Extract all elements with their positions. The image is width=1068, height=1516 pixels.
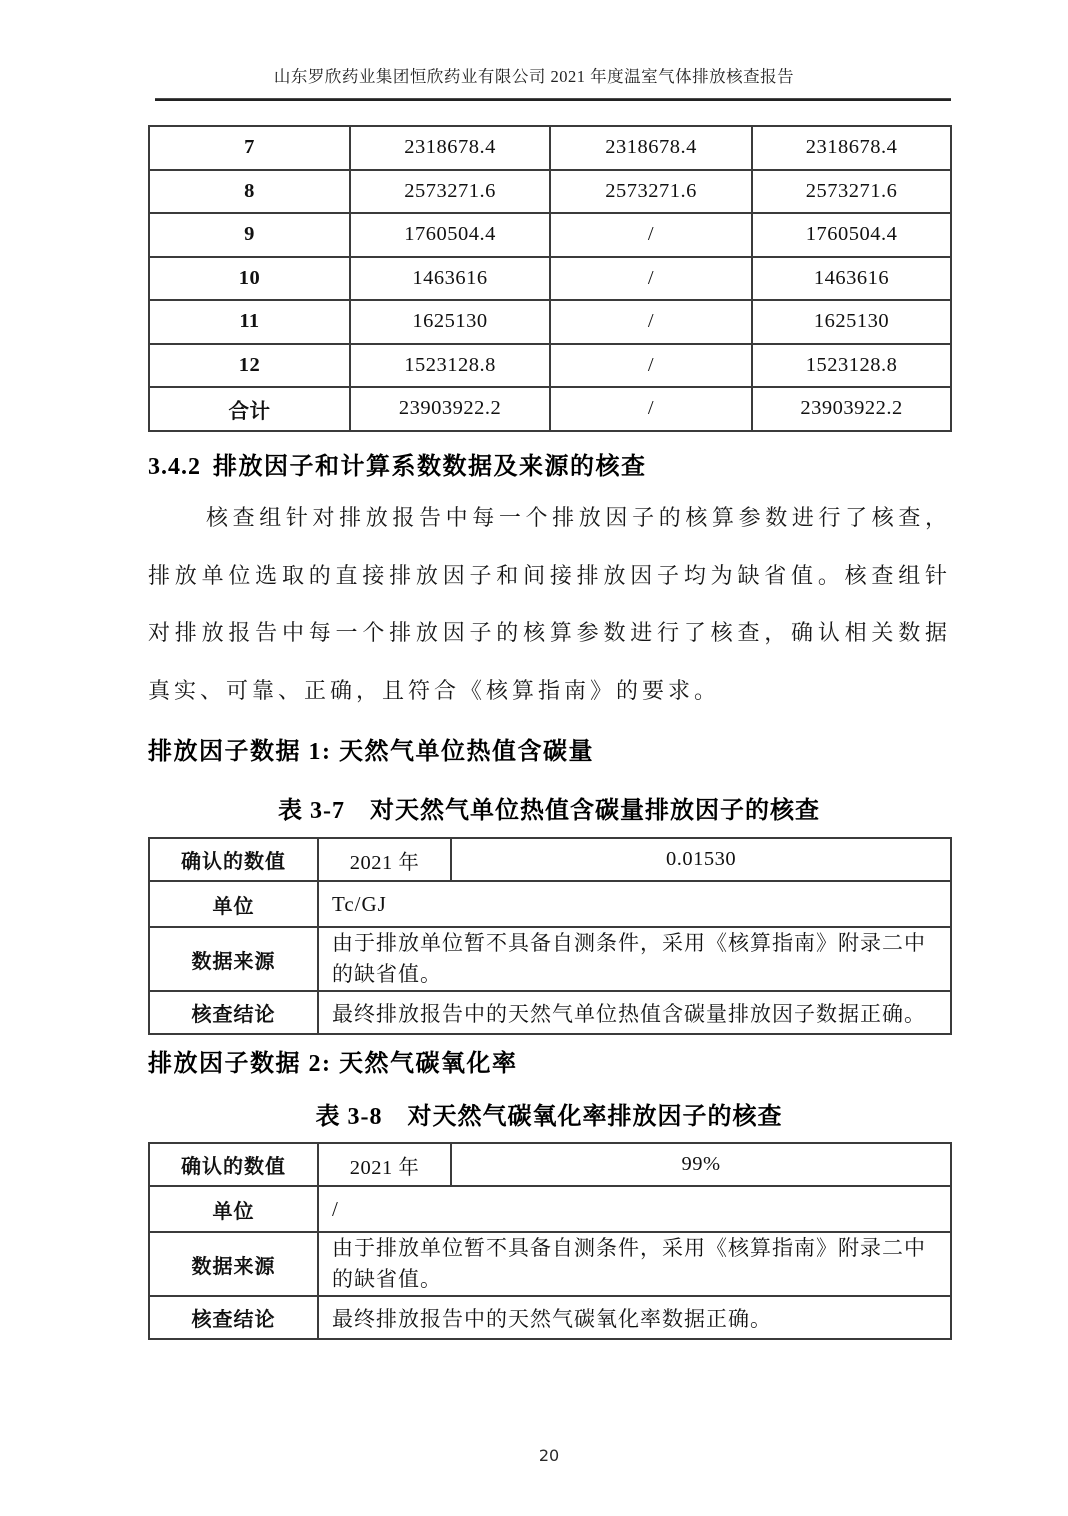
table-cell: 12	[149, 344, 350, 388]
monthly-fuel-data-table	[148, 125, 952, 432]
table-row	[149, 1296, 951, 1339]
data-source-line: 的缺省值。	[332, 1267, 442, 1291]
table-row	[149, 881, 951, 927]
conclusion-label: 核查结论	[149, 1296, 318, 1339]
confirmed-value-label: 确认的数值	[149, 838, 318, 881]
table-cell: /	[550, 344, 752, 388]
table-row	[149, 838, 951, 881]
confirmed-value-label: 确认的数值	[149, 1143, 318, 1186]
table-cell: /	[550, 257, 752, 301]
paragraph-line: 核查组针对排放报告中每一个排放因子的核算参数进行了核查，	[206, 505, 951, 530]
unit-cell: /	[318, 1186, 951, 1232]
table-row	[149, 257, 951, 301]
section-title: 排放因子和计算系数数据及来源的核查	[213, 454, 647, 480]
table-cell: 11	[149, 300, 350, 344]
table-row	[149, 170, 951, 214]
table-row	[149, 927, 951, 991]
table-cell: 2573271.6	[752, 170, 951, 214]
paragraph-line: 排放单位选取的直接排放因子和间接排放因子均为缺省值。核查组针	[148, 562, 951, 588]
conclusion-cell: 最终排放报告中的天然气单位热值含碳量排放因子数据正确。	[318, 991, 951, 1034]
table-row	[149, 1143, 951, 1186]
table-cell: 1760504.4	[752, 213, 951, 257]
page-number: 20	[538, 1446, 560, 1465]
section-heading	[148, 446, 958, 481]
data-source-label: 数据来源	[149, 1232, 318, 1296]
table-cell: 1463616	[350, 257, 550, 301]
table-cell: 8	[149, 170, 350, 214]
paragraph-line: 对排放报告中每一个排放因子的核算参数进行了核查，确认相关数据	[148, 620, 951, 646]
table-3-7-title: 表 3-7 对天然气单位热值含碳量排放因子的核查	[278, 798, 820, 824]
table-row-total	[149, 387, 951, 431]
table-cell: 1523128.8	[752, 344, 951, 388]
year-cell: 2021 年	[318, 838, 451, 881]
page-header-title: 山东罗欣药业集团恒欣药业有限公司 2021 年度温室气体排放核查报告	[273, 67, 795, 86]
data-source-line: 由于排放单位暂不具备自测条件，采用《核算指南》附录二中	[332, 1236, 926, 1260]
body-paragraph	[148, 489, 951, 719]
factor2-heading: 排放因子数据 2: 天然气碳氧化率	[148, 1051, 518, 1077]
table-cell: 1463616	[752, 257, 951, 301]
table-cell: /	[550, 387, 752, 431]
table-cell: 合计	[149, 387, 350, 431]
value-cell: 99%	[451, 1143, 951, 1186]
table-row	[149, 213, 951, 257]
table-cell: 2573271.6	[550, 170, 752, 214]
table-cell: 23903922.2	[752, 387, 951, 431]
year-cell: 2021 年	[318, 1143, 451, 1186]
unit-label: 单位	[149, 1186, 318, 1232]
table-cell: /	[550, 213, 752, 257]
table-cell: 10	[149, 257, 350, 301]
table-3-8-title: 表 3-8 对天然气碳氧化率排放因子的核查	[315, 1104, 783, 1130]
table-cell: 1523128.8	[350, 344, 550, 388]
table-cell: 7	[149, 126, 350, 170]
unit-label: 单位	[149, 881, 318, 927]
table-row	[149, 300, 951, 344]
table-cell: 9	[149, 213, 350, 257]
factor1-heading: 排放因子数据 1: 天然气单位热值含碳量	[148, 739, 594, 765]
data-source-cell	[318, 1232, 951, 1296]
header-rule	[155, 98, 951, 101]
data-source-line: 由于排放单位暂不具备自测条件，采用《核算指南》附录二中	[332, 931, 926, 955]
conclusion-label: 核查结论	[149, 991, 318, 1034]
table-row	[149, 1186, 951, 1232]
table-cell: 1760504.4	[350, 213, 550, 257]
table-row	[149, 126, 951, 170]
table-cell: 1625130	[752, 300, 951, 344]
table-3-8	[148, 1142, 952, 1340]
data-source-label: 数据来源	[149, 927, 318, 991]
table-cell: 2318678.4	[350, 126, 550, 170]
value-cell: 0.01530	[451, 838, 951, 881]
table-cell: 1625130	[350, 300, 550, 344]
table-cell: /	[550, 300, 752, 344]
table-cell: 23903922.2	[350, 387, 550, 431]
unit-cell: Tc/GJ	[318, 881, 951, 927]
conclusion-cell: 最终排放报告中的天然气碳氧化率数据正确。	[318, 1296, 951, 1339]
table-row	[149, 344, 951, 388]
paragraph-line: 真实、可靠、正确，且符合《核算指南》的要求。	[148, 677, 721, 703]
table-row	[149, 1232, 951, 1296]
table-cell: 2318678.4	[752, 126, 951, 170]
table-row	[149, 991, 951, 1034]
section-number: 3.4.2	[148, 454, 201, 480]
data-source-line: 的缺省值。	[332, 962, 442, 986]
table-cell: 2318678.4	[550, 126, 752, 170]
table-cell: 2573271.6	[350, 170, 550, 214]
table-3-7	[148, 837, 952, 1035]
data-source-cell	[318, 927, 951, 991]
